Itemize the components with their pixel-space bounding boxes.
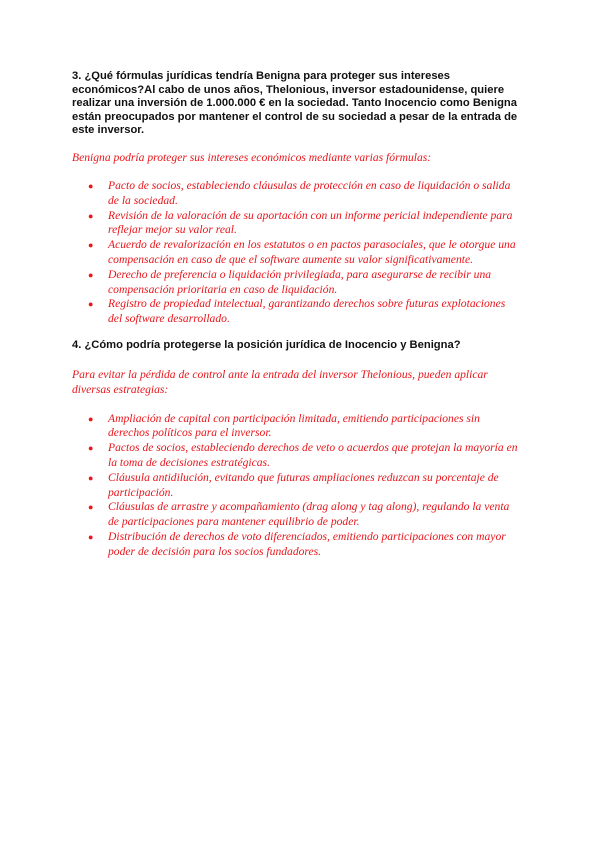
bullet-icon: ● — [88, 472, 94, 483]
answer-4-list — [72, 412, 522, 560]
bullet-icon: ● — [88, 413, 94, 424]
list-item-text: Distribución de derechos de voto diferenciados, emitiendo participaciones con mayor poder de decisión para los socios fundadores. — [108, 529, 506, 558]
bullet-icon: ● — [88, 502, 94, 513]
answer-4-intro: Para evitar la pérdida de control ante la entrada del inversor Thelonious, pueden aplicar diversas estrategias: — [72, 367, 488, 396]
answer-3-intro: Benigna podría proteger sus intereses económicos mediante varias fórmulas: — [72, 150, 432, 164]
list-item-text: Pacto de socios, estableciendo cláusulas de protección en caso de liquidación o salida de la sociedad. — [108, 178, 511, 207]
bullet-icon: ● — [88, 210, 94, 221]
list-item-text: Ampliación de capital con participación limitada, emitiendo participaciones sin derechos políticos para el inversor. — [108, 411, 480, 440]
bullet-icon: ● — [88, 299, 94, 310]
list-item — [72, 297, 522, 327]
bullet-icon: ● — [88, 240, 94, 251]
list-item — [72, 268, 522, 298]
list-item-text: Revisión de la valoración de su aportación con un informe pericial independiente para reflejar mejor su valor real. — [108, 208, 513, 237]
list-item — [72, 209, 522, 239]
list-item-text: Acuerdo de revalorización en los estatutos o en pactos parasociales, que le otorgue una compensación en caso de que el software aumente su valor significativamente. — [108, 238, 516, 266]
list-item — [72, 500, 522, 530]
list-item-text: Registro de propiedad intelectual, garantizando derechos sobre futuras explotaciones del software desarrollado. — [108, 297, 506, 326]
document-content — [72, 70, 522, 560]
answer-3-list — [72, 179, 522, 327]
list-item-text: Cláusulas de arrastre y acompañamiento (drag along y tag along), regulando la venta de participaciones para mantener equilibrio de poder. — [108, 500, 510, 529]
list-item — [72, 412, 522, 442]
list-item — [72, 238, 522, 268]
list-item-text: Pactos de socios, estableciendo derechos de veto o acuerdos que protejan la mayoría en la toma de decisiones estratégicas. — [108, 441, 518, 469]
list-item — [72, 471, 522, 501]
list-item-text: Cláusula antidilución, evitando que futuras ampliaciones reduzcan su porcentaje de participación. — [108, 470, 499, 499]
bullet-icon: ● — [88, 269, 94, 280]
list-item — [72, 441, 522, 471]
list-item — [72, 530, 522, 560]
bullet-icon: ● — [88, 443, 94, 454]
question-3-heading: 3. ¿Qué fórmulas jurídicas tendría Benigna para proteger sus intereses económicos?Al cabo de unos años, Thelonious, inversor estadounidense, quiere realizar una inversión de 1.000.000 € en la sociedad. Tanto Inocencio como Benigna están preocupados por mantener el control de su sociedad a pesar de la entrada de este inversor. — [72, 70, 518, 137]
list-item — [72, 179, 522, 209]
bullet-icon: ● — [88, 531, 94, 542]
question-4-heading: 4. ¿Cómo podría protegerse la posición jurídica de Inocencio y Benigna? — [72, 338, 461, 351]
bullet-icon: ● — [88, 180, 94, 191]
list-item-text: Derecho de preferencia o liquidación privilegiada, para asegurarse de recibir una compensación prioritaria en caso de liquidación. — [108, 267, 492, 296]
